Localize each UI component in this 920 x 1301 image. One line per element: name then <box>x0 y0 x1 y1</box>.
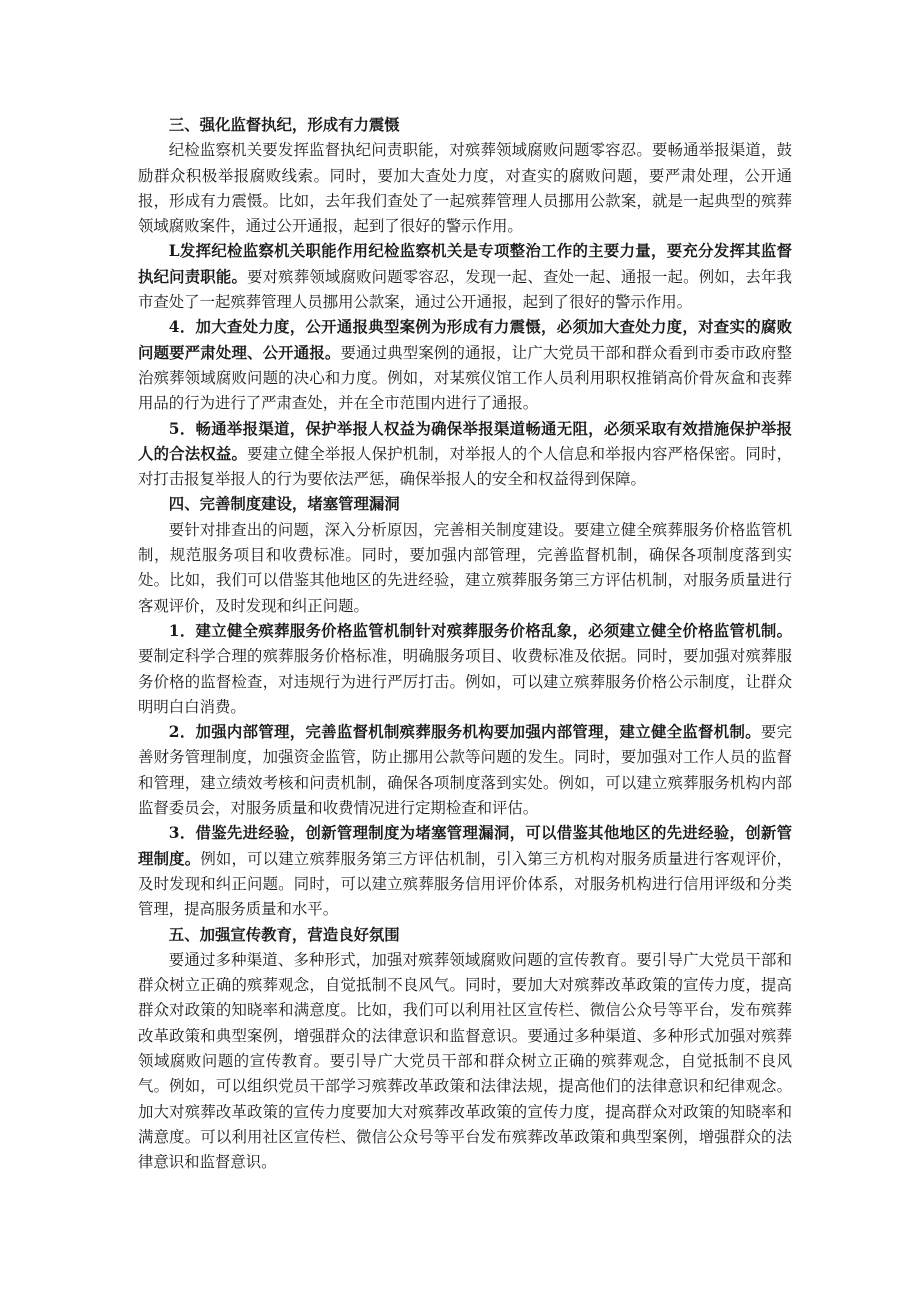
item-lead: 3．借鉴先进经验，创新管理制度为堵塞管理漏洞，可以借鉴其他地区的先进经验，创新管理制度。 <box>138 824 792 868</box>
list-item <box>138 821 792 922</box>
item-lead: 4．加大查处力度，公开通报典型案例为形成有力震慑，必须加大查处力度，对查实的腐败问题要严肃处理、公开通报。 <box>138 318 792 362</box>
list-item <box>138 315 792 416</box>
item-body: 要通过典型案例的通报，让广大党员干部和群众看到市委市政府整治殡葬领域腐败问题的决心和力度。例如，对某殡仪馆工作人员利用职权推销高价骨灰盒和丧葬用品的行为进行了严肃查处，并在全市范围内进行了通报。 <box>138 343 792 413</box>
item-body: 要制定科学合理的殡葬服务价格标准，明确服务项目、收费标准及依据。同时，要加强对殡葬服务价格的监督检查，对违规行为进行严厉打击。例如，可以建立殡葬服务价格公示制度，让群众明明白白消费。 <box>138 647 792 716</box>
item-lead: 2．加强内部管理，完善监督机制殡葬服务机构要加强内部管理，建立健全监督机制。 <box>168 723 761 742</box>
section-paragraph: 要针对排查出的问题，深入分析原因，完善相关制度建设。要建立健全殡葬服务价格监管机制，规范服务项目和收费标准。同时，要加强内部管理，完善监督机制，确保各项制度落到实处。比如，我们可以借鉴其他地区的先进经验，建立殡葬服务第三方评估机制，对服务质量进行客观评价，及时发现和纠正问题。 <box>138 520 792 615</box>
item-lead: L发挥纪检监察机关职能作用纪检监察机关是专项整治工作的主要力量，要充分发挥其监督执纪问责职能。 <box>138 242 792 286</box>
document-page <box>138 113 792 1175</box>
item-body: 要对殡葬领域腐败问题零容忍，发现一起、查处一起、通报一起。例如，去年我市查处了一起殡葬管理人员挪用公款案，通过公开通报，起到了很好的警示作用。 <box>138 267 792 312</box>
item-lead: 1．建立健全殡葬服务价格监管机制针对殡葬服务价格乱象，必须建立健全价格监管机制。 <box>168 621 792 640</box>
item-lead: 5．畅通举报渠道，保护举报人权益为确保举报渠道畅通无阻，必须采取有效措施保护举报人的合法权益。 <box>138 419 792 463</box>
item-body: 要建立健全举报人保护机制，对举报人的个人信息和举报内容严格保密。同时，对打击报复举报人的行为要依法严惩，确保举报人的安全和权益得到保障。 <box>138 444 792 489</box>
section-heading: 五、加强宣传教育，营造良好氛围 <box>168 925 400 944</box>
list-item <box>138 619 792 720</box>
section-paragraph: 要通过多种渠道、多种形式，加强对殡葬领域腐败问题的宣传教育。要引导广大党员干部和群众树立正确的殡葬观念，自觉抵制不良风气。同时，要加大对殡葬改革政策的宣传力度，提高群众对政策的知晓率和满意度。比如，我们可以利用社区宣传栏、微信公众号等平台，发布殡葬改革政策和典型案例，增强群众的法律意识和监督意识。要通过多种渠道、多种形式加强对殡葬领域腐败问题的宣传教育。要引导广大党员干部和群众树立正确的殡葬观念，自觉抵制不良风气。例如，可以组织党员干部学习殡葬改革政策和法律法规，提高他们的法律意识和纪律观念。加大对殡葬改革政策的宣传力度要加大对殡葬改革政策的宣传力度，提高群众对政策的知晓率和满意度。可以利用社区宣传栏、微信公众号等平台发布殡葬改革政策和典型案例，增强群众的法律意识和监督意识。 <box>138 950 792 1172</box>
item-body: 要完善财务管理制度，加强资金监管，防止挪用公款等问题的发生。同时，要加强对工作人员的监督和管理，建立绩效考核和问责机制，确保各项制度落到实处。例如，可以建立殡葬服务机构内部监督委员会，对服务质量和收费情况进行定期检查和评估。 <box>138 723 792 818</box>
list-item <box>138 239 792 315</box>
section-heading: 三、强化监督执纪，形成有力震慑 <box>168 116 400 134</box>
list-item <box>138 720 792 821</box>
section-heading: 四、完善制度建设，堵塞管理漏洞 <box>168 495 400 514</box>
section-paragraph: 纪检监察机关要发挥监督执纪问责职能，对殡葬领域腐败问题零容忍。要畅通举报渠道，鼓励群众积极举报腐败线索。同时，要加大查处力度，对查实的腐败问题，要严肃处理，公开通报，形成有力震慑。比如，去年我们查处了一起殡葬管理人员挪用公款案，就是一起典型的殡葬领域腐败案件，通过公开通报，起到了很好的警示作用。 <box>138 141 792 236</box>
item-body: 例如，可以建立殡葬服务第三方评估机制，引入第三方机构对服务质量进行客观评价，及时发现和纠正问题。同时，可以建立殡葬服务信用评价体系，对服务机构进行信用评级和分类管理，提高服务质量和水平。 <box>138 849 792 919</box>
list-item <box>138 417 792 493</box>
